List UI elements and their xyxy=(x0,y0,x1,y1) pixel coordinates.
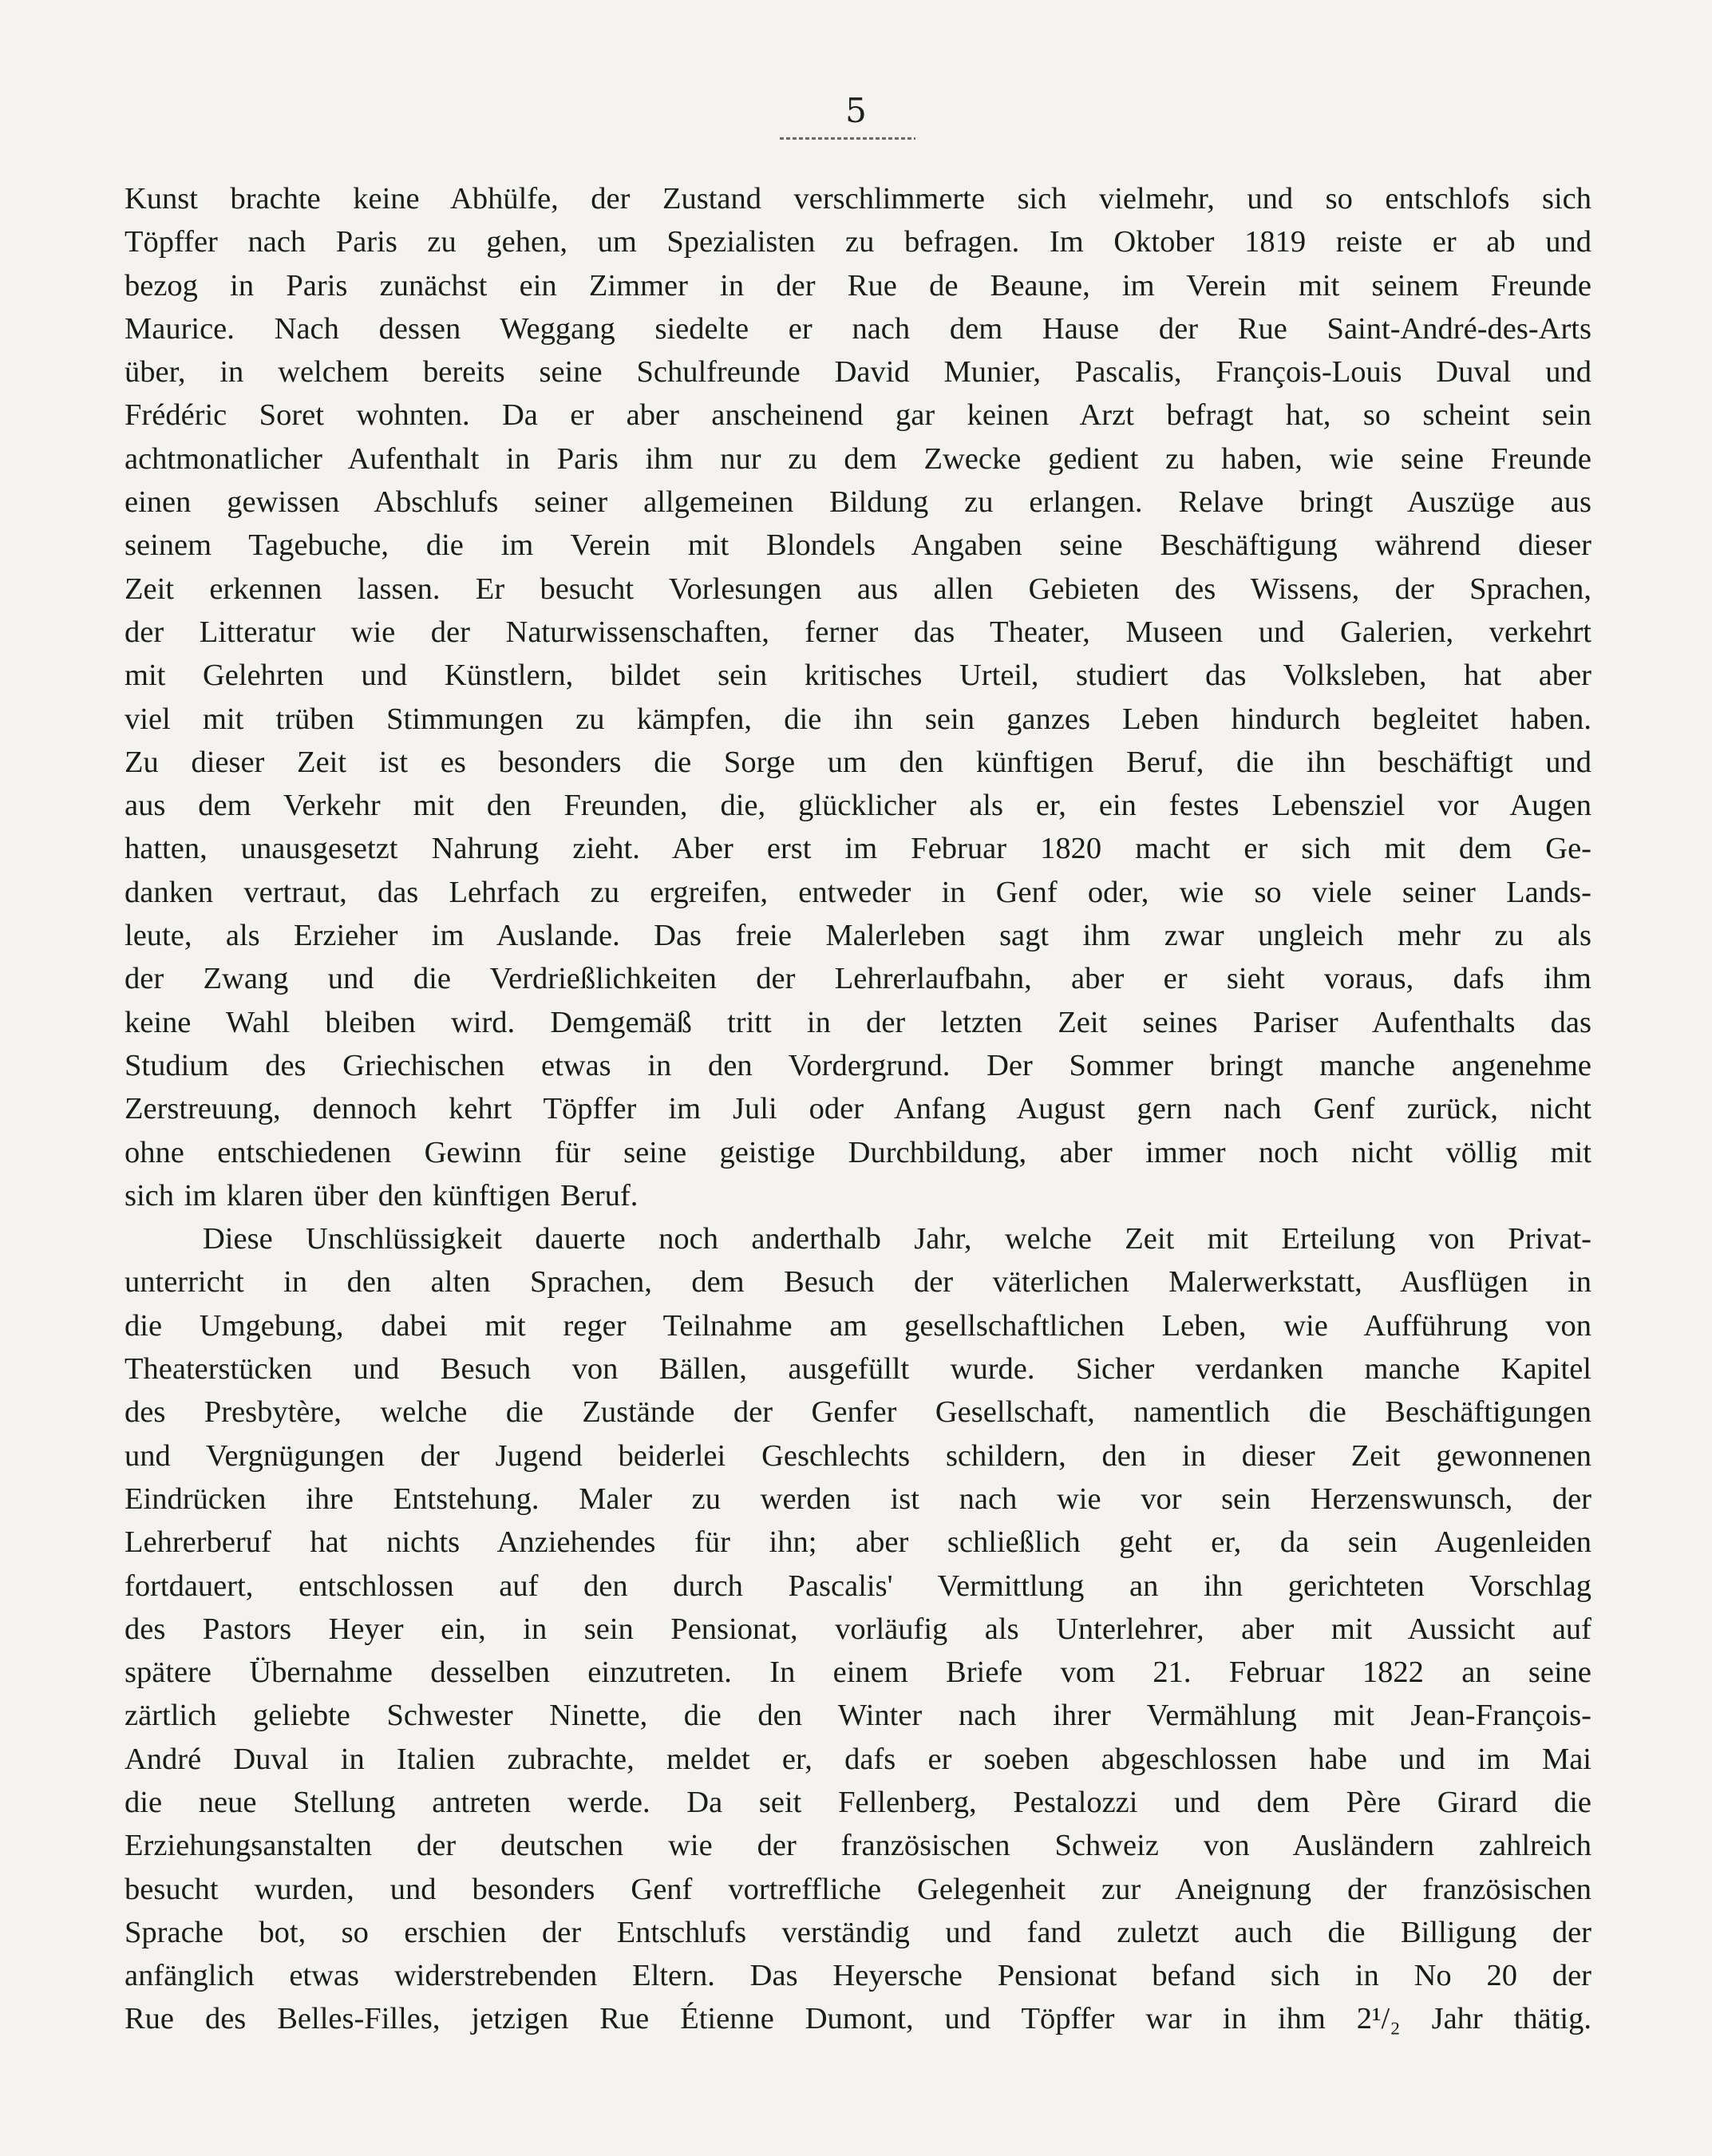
text-line: des Pastors Heyer ein, in sein Pensionat, vorläufig als Unterlehrer, aber mit Aussicht auf xyxy=(125,1612,1591,1646)
text-line: Diese Unschlüssigkeit dauerte noch anderthalb Jahr, welche Zeit mit Erteilung von Privat- xyxy=(203,1222,1591,1256)
text-line: unterricht in den alten Sprachen, dem Besuch der väterlichen Malerwerkstatt, Ausflügen in xyxy=(125,1265,1591,1300)
text-line: zärtlich geliebte Schwester Ninette, die den Winter nach ihrer Vermählung mit Jean-François- xyxy=(125,1699,1591,1733)
text-line: einen gewissen Abschlufs seiner allgemeinen Bildung zu erlangen. Relave bringt Auszüge aus xyxy=(125,485,1591,520)
text-line: Lehrerberuf hat nichts Anziehendes für ihn; aber schließlich geht er, da sein Augenleiden xyxy=(125,1525,1591,1560)
text-line: Töpffer nach Paris zu gehen, um Spezialisten zu befragen. Im Oktober 1819 reiste er ab und xyxy=(125,225,1591,259)
text-line: spätere Übernahme desselben einzutreten. In einem Briefe vom 21. Februar 1822 an seine xyxy=(125,1656,1591,1690)
text-line: viel mit trüben Stimmungen zu kämpfen, die ihn sein ganzes Leben hindurch begleitet haben. xyxy=(125,702,1591,736)
text-line: Maurice. Nach dessen Weggang siedelte er nach dem Hause der Rue Saint-André-des-Arts xyxy=(125,311,1591,346)
text-line: der Zwang und die Verdrießlichkeiten der Lehrerlaufbahn, aber er sieht voraus, dafs ihm xyxy=(125,962,1591,996)
text-line: mit Gelehrten und Künstlern, bildet sein kritisches Urteil, studiert das Volksleben, hat aber xyxy=(125,659,1591,693)
text-line: keine Wahl bleiben wird. Demgemäß tritt in der letzten Zeit seines Pariser Aufenthalts das xyxy=(125,1005,1591,1039)
text-line: Rue des Belles-Filles, jetzigen Rue Étienne Dumont, und Töpffer war in ihm 2¹/₂ Jahr thätig. xyxy=(125,2002,1591,2036)
body-text xyxy=(125,177,1591,2041)
text-line: Erziehungsanstalten der deutschen wie der französischen Schweiz von Ausländern zahlreich xyxy=(125,1829,1591,1863)
text-line: Theaterstücken und Besuch von Bällen, ausgefüllt wurde. Sicher verdanken manche Kapitel xyxy=(125,1352,1591,1387)
text-line: hatten, unausgesetzt Nahrung zieht. Aber erst im Februar 1820 macht er sich mit dem Ge- xyxy=(125,832,1591,866)
text-line: über, in welchem bereits seine Schulfreunde David Munier, Pascalis, François-Louis Duval und xyxy=(125,355,1591,390)
text-line: Kunst brachte keine Abhülfe, der Zustand verschlimmerte sich vielmehr, und so entschlofs sich xyxy=(125,182,1591,216)
text-line: leute, als Erzieher im Auslande. Das freie Malerleben sagt ihm zwar ungleich mehr zu als xyxy=(125,919,1591,953)
text-line: aus dem Verkehr mit den Freunden, die, glücklicher als er, ein festes Lebensziel vor Augen xyxy=(125,789,1591,823)
text-line: Studium des Griechischen etwas in den Vordergrund. Der Sommer bringt manche angenehme xyxy=(125,1048,1591,1082)
text-line: Frédéric Soret wohnten. Da er aber anscheinend gar keinen Arzt befragt hat, so scheint sein xyxy=(125,398,1591,433)
text-line: André Duval in Italien zubrachte, meldet er, dafs er soeben abgeschlossen habe und im Mai xyxy=(125,1742,1591,1776)
text-line: bezog in Paris zunächst ein Zimmer in der Rue de Beaune, im Verein mit seinem Freunde xyxy=(125,268,1591,303)
text-line: anfänglich etwas widerstrebenden Eltern. Das Heyersche Pensionat befand sich in No 20 der xyxy=(125,1959,1591,1993)
text-line: Zu dieser Zeit ist es besonders die Sorge um den künftigen Beruf, die ihn beschäftigt und xyxy=(125,745,1591,779)
text-line: achtmonatlicher Aufenthalt in Paris ihm nur zu dem Zwecke gedient zu haben, wie seine Freunde xyxy=(125,441,1591,476)
text-line: ohne entschiedenen Gewinn für seine geistige Durchbildung, aber immer noch nicht völlig mit xyxy=(125,1135,1591,1169)
page-number: 5 xyxy=(845,91,867,130)
text-line: Zeit erkennen lassen. Er besucht Vorlesungen aus allen Gebieten des Wissens, der Sprachen, xyxy=(125,572,1591,606)
text-line: die Umgebung, dabei mit reger Teilnahme am gesellschaftlichen Leben, wie Aufführung von xyxy=(125,1308,1591,1343)
text-line: und Vergnügungen der Jugend beiderlei Geschlechts schildern, den in dieser Zeit gewonnenen xyxy=(125,1438,1591,1473)
text-line: besucht wurden, und besonders Genf vortreffliche Gelegenheit zur Aneignung der französischen xyxy=(125,1872,1591,1906)
text-line: Zerstreuung, dennoch kehrt Töpffer im Juli oder Anfang August gern nach Genf zurück, nicht xyxy=(125,1092,1591,1126)
text-line: seinem Tagebuche, die im Verein mit Blondels Angaben seine Beschäftigung während dieser xyxy=(125,528,1591,563)
paragraph-2 xyxy=(125,1217,1591,2041)
paragraph-1 xyxy=(125,177,1591,1217)
text-line: danken vertraut, das Lehrfach zu ergreifen, entweder in Genf oder, wie so viele seiner Lands- xyxy=(125,875,1591,909)
text-line: die neue Stellung antreten werde. Da seit Fellenberg, Pestalozzi und dem Père Girard die xyxy=(125,1785,1591,1819)
text-line: Sprache bot, so erschien der Entschlufs verständig und fand zuletzt auch die Billigung der xyxy=(125,1915,1591,1949)
text-line: der Litteratur wie der Naturwissenschaften, ferner das Theater, Museen und Galerien, verkehrt xyxy=(125,615,1591,649)
text-line: des Presbytère, welche die Zustände der Genfer Gesellschaft, namentlich die Beschäftigungen xyxy=(125,1395,1591,1430)
header-rule xyxy=(780,137,915,140)
text-line: fortdauert, entschlossen auf den durch Pascalis' Vermittlung an ihn gerichteten Vorschlag xyxy=(125,1569,1591,1603)
text-line: Eindrücken ihre Entstehung. Maler zu werden ist nach wie vor sein Herzenswunsch, der xyxy=(125,1482,1591,1516)
text-line: sich im klaren über den künftigen Beruf. xyxy=(125,1178,639,1213)
